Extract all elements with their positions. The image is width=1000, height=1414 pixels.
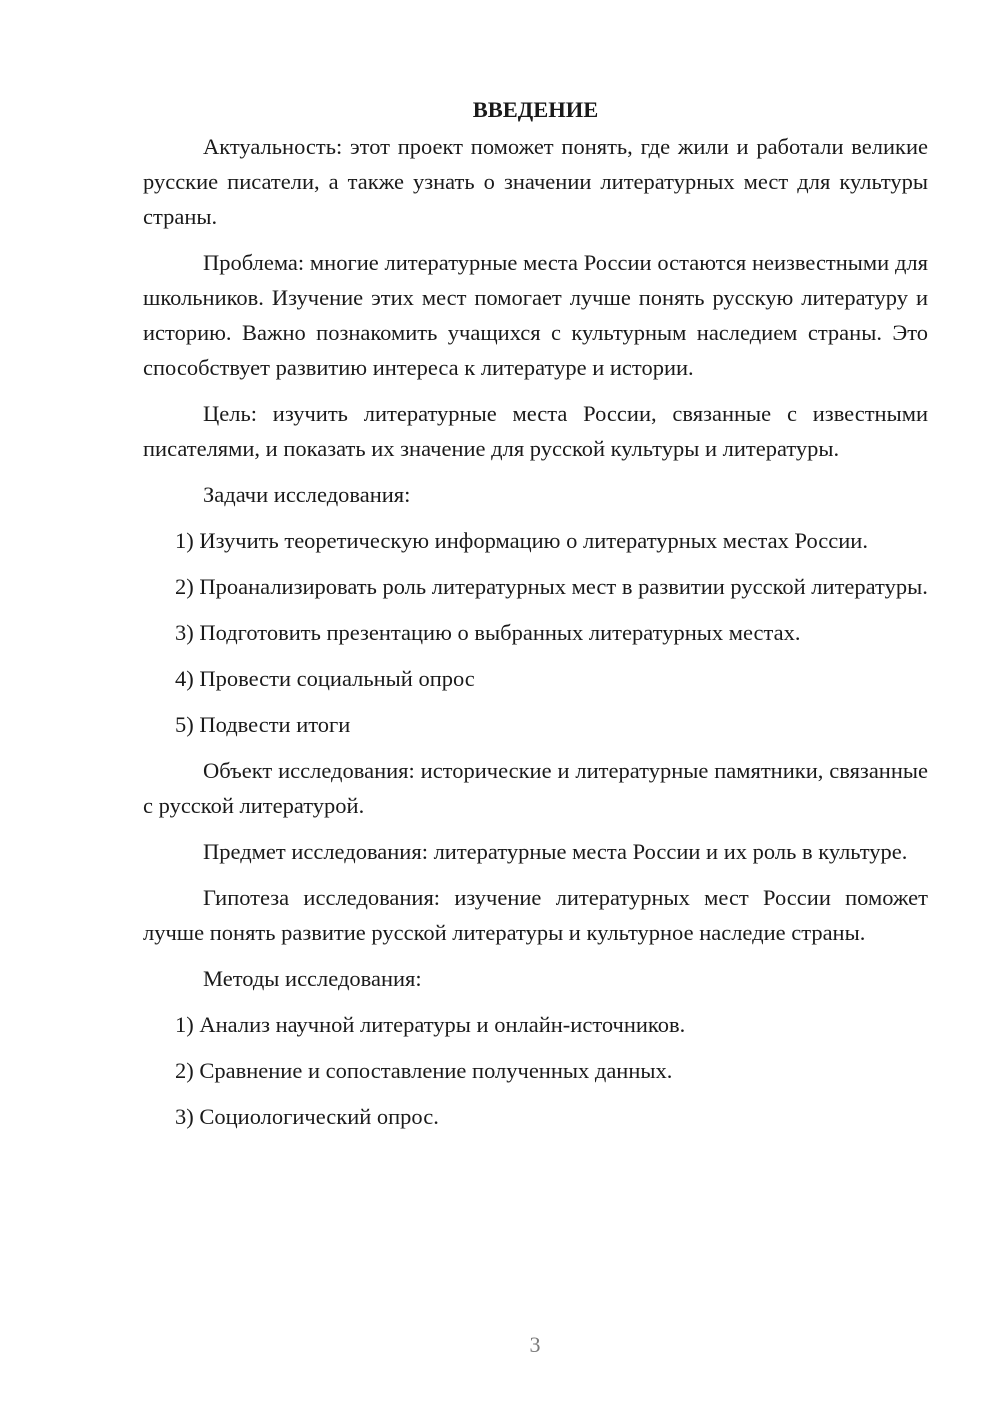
goal-paragraph: Цель: изучить литературные места России, связанные с известными писателями, и показать их значение для русской культуры и литературы. bbox=[143, 401, 928, 461]
object-paragraph: Объект исследования: исторические и литературные памятники, связанные с русской литературой. bbox=[143, 758, 928, 818]
tasks-heading: Задачи исследования: bbox=[203, 482, 411, 507]
problem-paragraph: Проблема: многие литературные места России остаются неизвестными для школьников. Изучение этих мест помогает лучше понять русскую литературу и историю. Важно познакомить учащихся с культурным наследием страны. Это способствует развитию интереса к литературе и истории. bbox=[143, 250, 928, 380]
task-item-5: 5) Подвести итоги bbox=[175, 712, 351, 737]
hypothesis-paragraph: Гипотеза исследования: изучение литературных мест России поможет лучше понять развитие русской литературы и культурное наследие страны. bbox=[143, 885, 928, 945]
section-title: ВВЕДЕНИЕ bbox=[472, 97, 599, 122]
page-content bbox=[143, 92, 928, 1145]
relevance-paragraph: Актуальность: этот проект поможет понять, где жили и работали великие русские писатели, а также узнать о значении литературных мест для культуры страны. bbox=[143, 134, 928, 229]
method-item-2: 2) Сравнение и сопоставление полученных данных. bbox=[175, 1058, 673, 1083]
task-item-3: 3) Подготовить презентацию о выбранных литературных местах. bbox=[175, 620, 801, 645]
subject-paragraph: Предмет исследования: литературные места России и их роль в культуре. bbox=[203, 839, 908, 864]
method-item-3: 3) Социологический опрос. bbox=[175, 1104, 439, 1129]
page-number: 3 bbox=[529, 1332, 541, 1357]
task-item-1: 1) Изучить теоретическую информацию о литературных местах России. bbox=[175, 528, 868, 553]
task-item-2: 2) Проанализировать роль литературных мест в развитии русской литературы. bbox=[175, 574, 928, 599]
methods-heading: Методы исследования: bbox=[203, 966, 422, 991]
method-item-1: 1) Анализ научной литературы и онлайн-источников. bbox=[175, 1012, 686, 1037]
task-item-4: 4) Провести социальный опрос bbox=[175, 666, 475, 691]
